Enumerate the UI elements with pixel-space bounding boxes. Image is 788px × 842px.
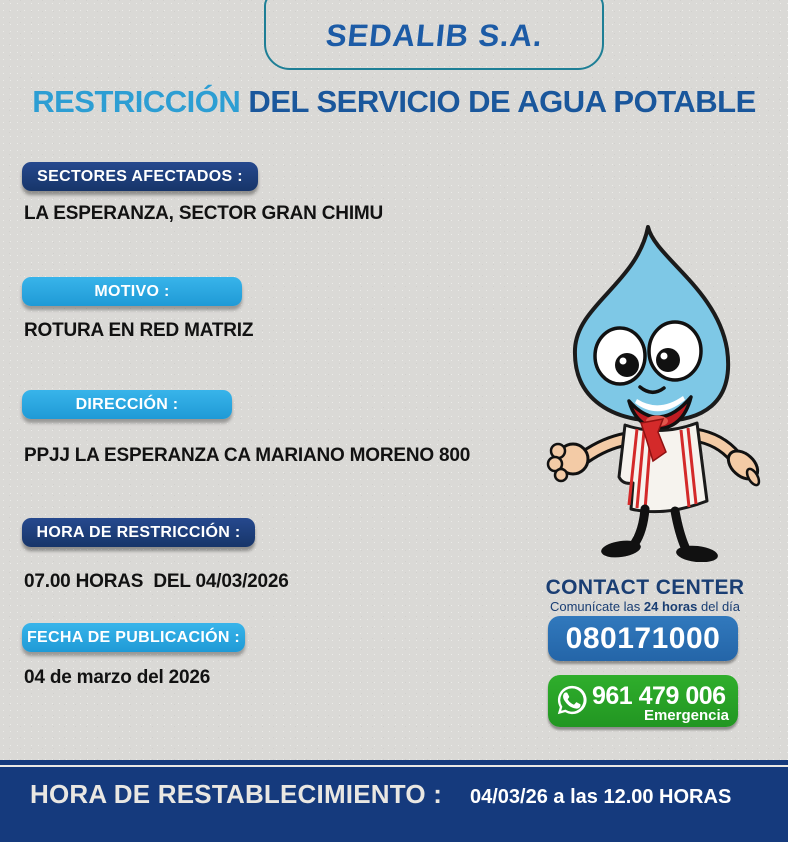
footer-divider-line	[0, 765, 788, 767]
contact-center-subtitle: Comunícate las 24 horas del día	[549, 599, 741, 614]
restoration-time-value: 04/03/26 a las 12.00 HORAS	[470, 786, 732, 808]
left-hand	[548, 444, 588, 481]
reason-label-pill	[22, 277, 242, 306]
sedalib-logo: SEDALIB S.A.	[323, 18, 545, 53]
address-label-pill	[22, 390, 232, 419]
reason-label: MOTIVO :	[94, 282, 170, 300]
reason-value: ROTURA EN RED MATRIZ	[24, 320, 254, 341]
whatsapp-emergency-label: Emergencia	[643, 707, 729, 724]
restriction-time-label-pill	[22, 518, 255, 547]
whatsapp-icon	[555, 683, 589, 717]
restriction-time-label: HORA DE RESTRICCIÓN :	[36, 523, 241, 541]
publication-date-value: 04 de marzo del 2026	[24, 667, 211, 688]
whatsapp-emergency-button[interactable]	[548, 675, 738, 727]
page-title	[0, 84, 788, 120]
address-label: DIRECCIÓN :	[75, 395, 179, 413]
restoration-time-label: HORA DE RESTABLECIMIENTO :	[30, 779, 443, 809]
whatsapp-number: 961 479 006	[592, 682, 726, 710]
publication-date-label-pill	[22, 623, 245, 652]
contact-phone-button[interactable]	[548, 616, 738, 661]
contact-phone-number: 080171000	[565, 621, 721, 655]
publication-date-label: FECHA DE PUBLICACIÓN :	[26, 628, 241, 646]
water-drop-mascot-illustration	[545, 220, 775, 562]
affected-sectors-value: LA ESPERANZA, SECTOR GRAN CHIMU	[24, 203, 384, 224]
title-rest: DEL SERVICIO DE AGUA POTABLE	[240, 84, 756, 119]
affected-sectors-label: SECTORES AFECTADOS :	[37, 167, 243, 185]
title-highlight: RESTRICCIÓN	[32, 84, 241, 119]
contact-center-title: CONTACT CENTER	[545, 576, 745, 599]
affected-sectors-label-pill	[22, 162, 258, 191]
address-value: PPJJ LA ESPERANZA CA MARIANO MORENO 800	[24, 445, 471, 466]
restriction-time-value: 07.00 HORAS DEL 04/03/2026	[24, 571, 289, 592]
logo-tab	[264, 0, 604, 70]
